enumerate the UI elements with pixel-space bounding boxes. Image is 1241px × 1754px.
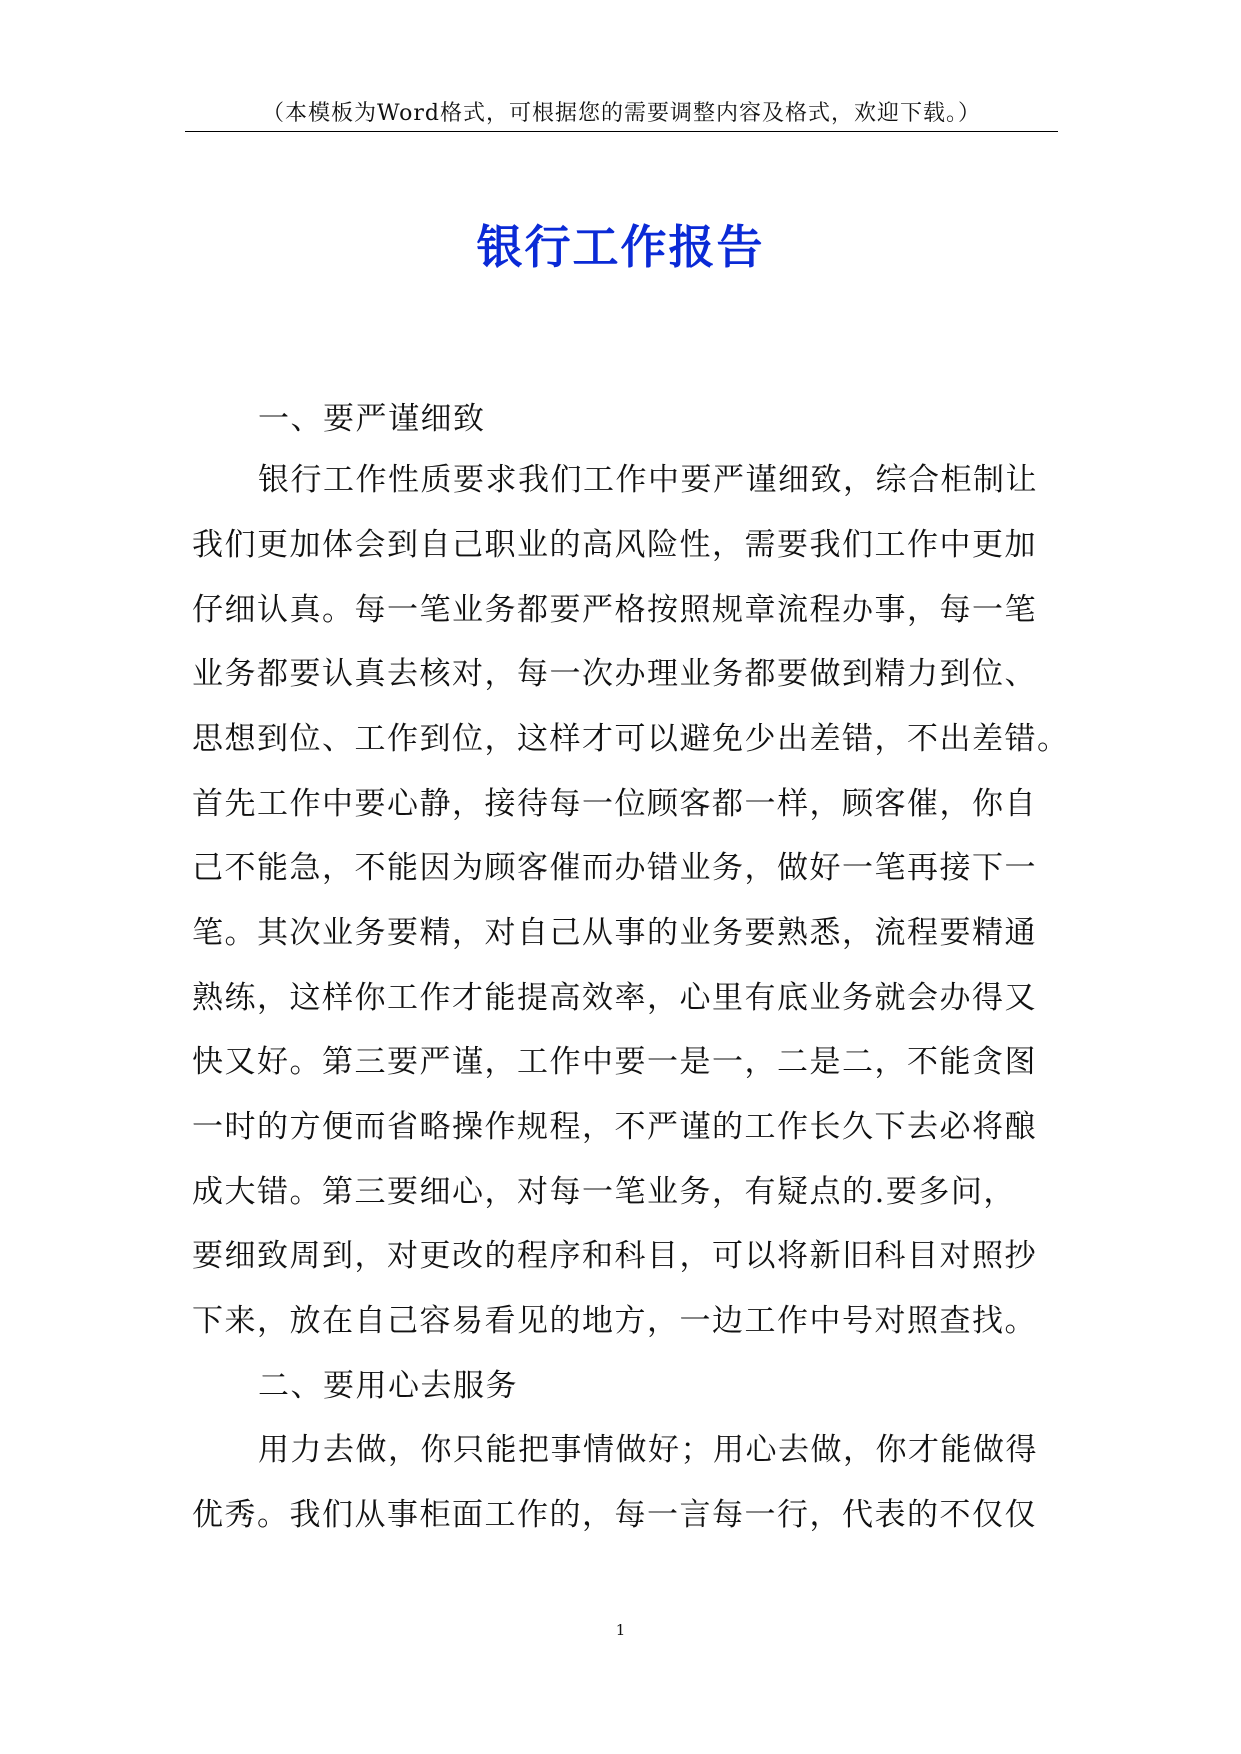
- document-title: 银行工作报告: [476, 220, 765, 274]
- body-line: 笔。其次业务要精，对自己从事的业务要熟悉，流程要精通: [192, 915, 1037, 951]
- body-line: 优秀。我们从事柜面工作的，每一言每一行，代表的不仅仅: [192, 1497, 1037, 1533]
- body-line: 一时的方便而省略操作规程，不严谨的工作长久下去必将酿: [192, 1109, 1037, 1145]
- body-line: 成大错。第三要细心，对每一笔业务，有疑点的.要多问，: [192, 1174, 1016, 1210]
- body-line: 要细致周到，对更改的程序和科目，可以将新旧科目对照抄: [192, 1238, 1037, 1274]
- body-line: 用力去做，你只能把事情做好；用心去做，你才能做得: [258, 1432, 1038, 1468]
- body-line: 己不能急，不能因为顾客催而办错业务，做好一笔再接下一: [192, 850, 1037, 886]
- body-line: 我们更加体会到自己职业的高风险性，需要我们工作中更加: [192, 527, 1037, 563]
- body-line: 下来，放在自己容易看见的地方，一边工作中号对照查找。: [192, 1303, 1037, 1339]
- page-number: 1: [615, 1621, 626, 1639]
- body-line: 银行工作性质要求我们工作中要严谨细致，综合柜制让: [258, 462, 1038, 498]
- section-heading-1: 一、要严谨细致: [258, 401, 486, 437]
- body-line: 业务都要认真去核对，每一次办理业务都要做到精力到位、: [192, 656, 1037, 692]
- body-line: 熟练，这样你工作才能提高效率，心里有底业务就会办得又: [192, 980, 1037, 1016]
- body-line: 思想到位、工作到位，这样才可以避免少出差错，不出差错。: [192, 721, 1070, 757]
- header-divider: [185, 131, 1058, 132]
- section-heading-2: 二、要用心去服务: [258, 1368, 518, 1404]
- body-line: 快又好。第三要严谨，工作中要一是一，二是二，不能贪图: [192, 1044, 1037, 1080]
- body-line: 首先工作中要心静，接待每一位顾客都一样，顾客催，你自: [192, 786, 1037, 822]
- body-line: 仔细认真。每一笔业务都要严格按照规章流程办事，每一笔: [192, 592, 1037, 628]
- header-note: （本模板为Word格式，可根据您的需要调整内容及格式，欢迎下载。）: [262, 101, 981, 126]
